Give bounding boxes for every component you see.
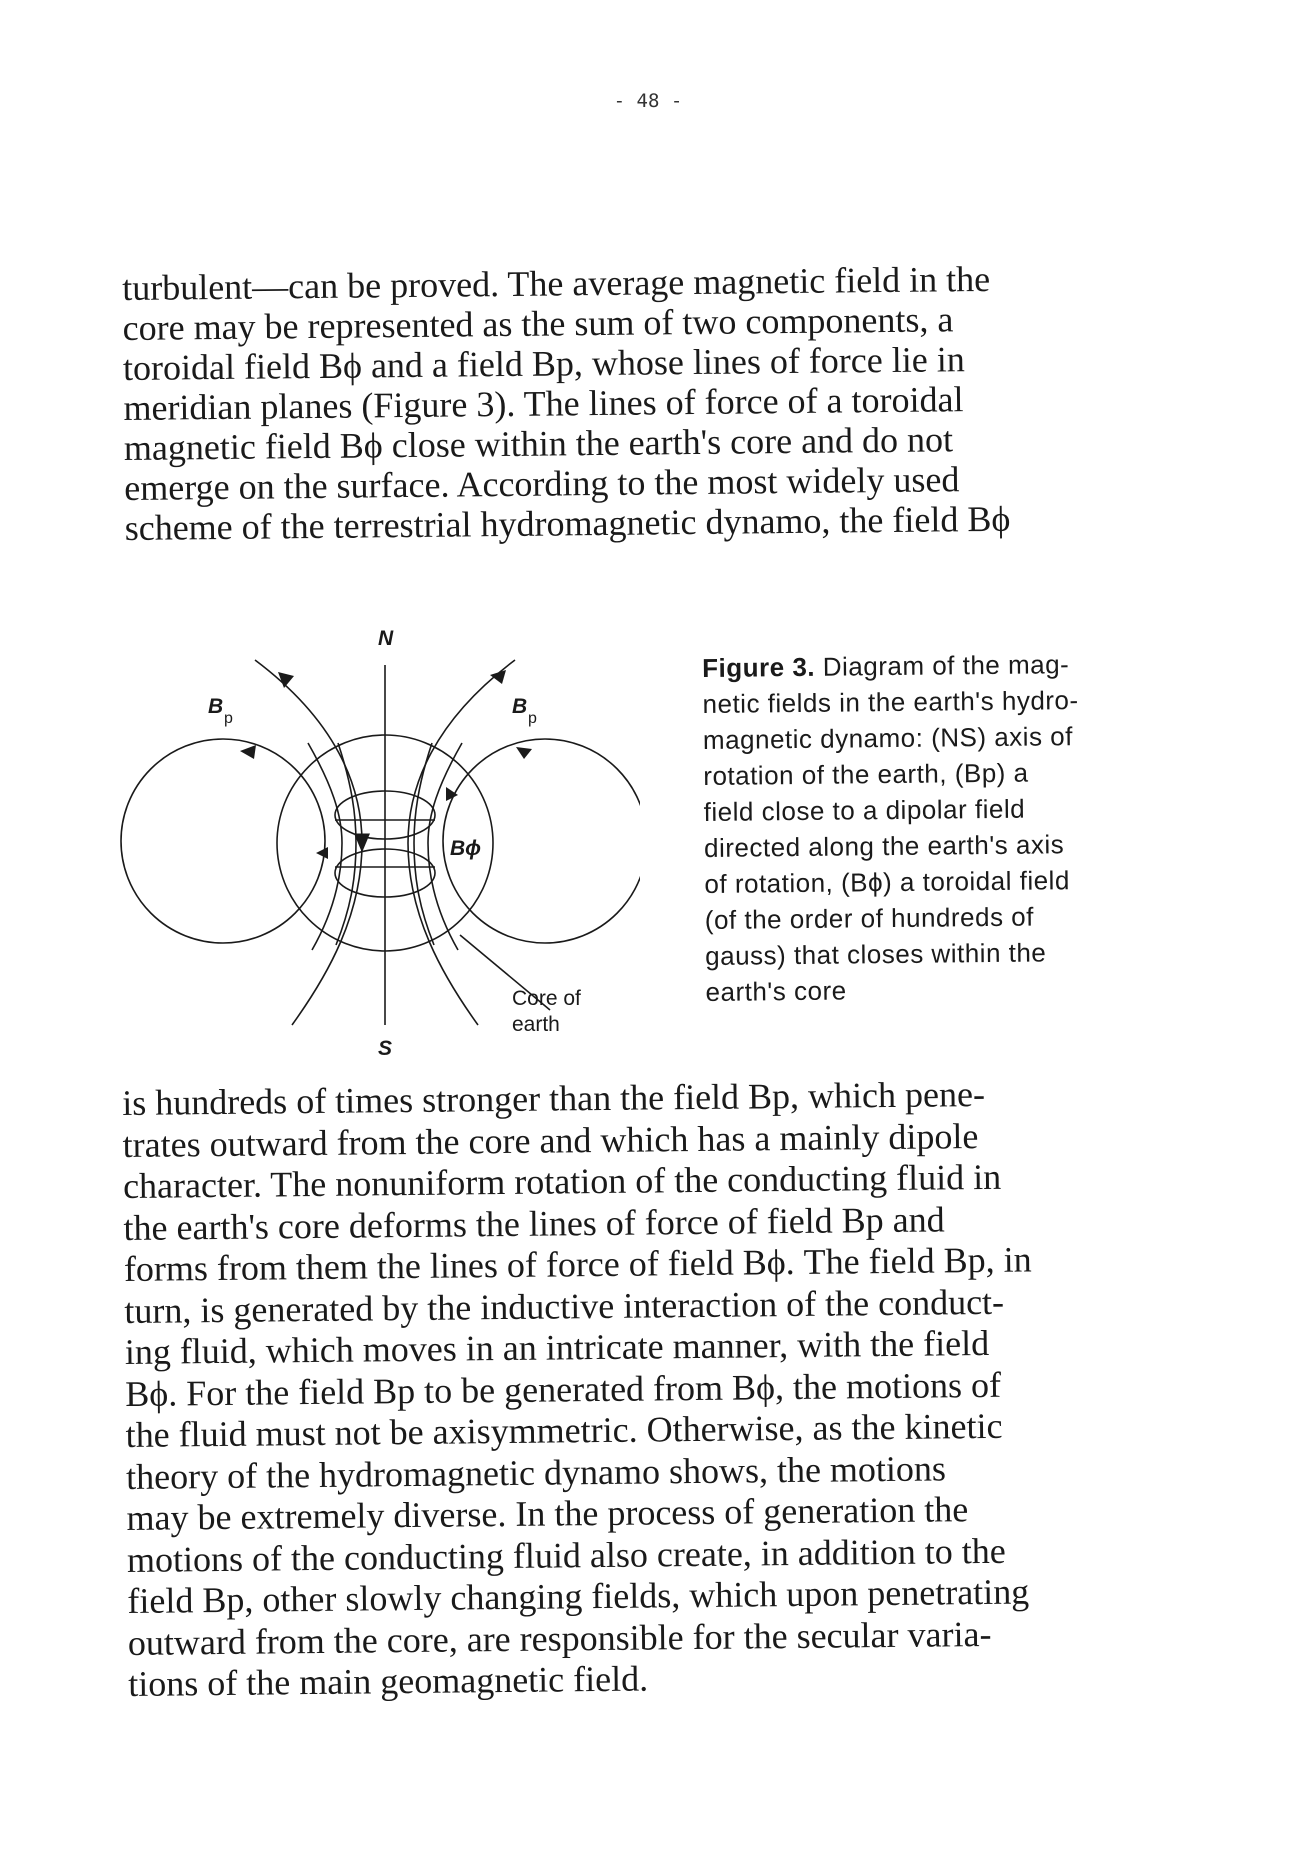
label-bp-right-sub: p — [528, 710, 537, 727]
caption-line: netic fields in the earth's hydro- — [702, 685, 1079, 719]
label-core-line1: Core of — [512, 987, 581, 1010]
arrow-icon — [240, 745, 256, 759]
caption-line: of rotation, (Bϕ) a toroidal field — [704, 865, 1070, 899]
text-line: meridian planes (Figure 3). The lines of force of a toroidal — [123, 379, 964, 428]
paragraph-top — [122, 257, 1205, 548]
text-line: magnetic field Bϕ close within the earth's core and do not — [123, 419, 954, 468]
caption-line: rotation of the earth, (Bp) a — [703, 757, 1029, 791]
text-line: emerge on the surface. According to the most widely used — [124, 459, 960, 508]
text-line: is hundreds of times stronger than the field Bp, which pene- — [122, 1073, 986, 1123]
label-b-phi: Bϕ — [450, 837, 482, 860]
text-line: the fluid must not be axisymmetric. Otherwise, as the kinetic — [125, 1405, 1003, 1455]
caption-label: Figure 3. — [702, 651, 816, 683]
text-line: core may be represented as the sum of two components, a — [122, 299, 954, 348]
text-line: motions of the conducting fluid also create, in addition to the — [126, 1530, 1006, 1580]
text-line: toroidal field Bϕ and a field Bp, whose lines of force lie in — [122, 339, 965, 388]
caption-line — [702, 645, 1182, 686]
text-line: outward from the core, are responsible for the secular varia- — [127, 1613, 992, 1663]
dynamo-diagram — [120, 615, 640, 1065]
caption-line: field close to a dipolar field — [703, 793, 1026, 827]
text-line: Bϕ. For the field Bp to be generated from Bϕ, the motions of — [125, 1364, 1002, 1414]
text-line: turn, is generated by the inductive interaction of the conduct- — [124, 1281, 1005, 1331]
text-line: theory of the hydromagnetic dynamo shows, the motions — [125, 1447, 947, 1497]
text-line: tions of the main geomagnetic field. — [128, 1658, 649, 1704]
caption-line: directed along the earth's axis — [703, 829, 1065, 863]
figure-caption — [702, 645, 1186, 1010]
bp-loop-left — [121, 739, 325, 943]
caption-line: magnetic dynamo: (NS) axis of — [702, 721, 1074, 755]
text-line: character. The nonuniform rotation of the conducting fluid in — [122, 1156, 1002, 1206]
text-line: turbulent—can be proved. The average magnetic field in the — [122, 258, 991, 308]
caption-line-text: Diagram of the mag- — [822, 649, 1070, 682]
label-core-line2: earth — [512, 1013, 560, 1036]
caption-line: gauss) that closes within the — [705, 937, 1047, 971]
arrow-icon — [316, 847, 328, 859]
label-bp-left-sub: p — [224, 710, 233, 727]
caption-line: earth's core — [705, 975, 847, 1007]
text-line: scheme of the terrestrial hydromagnetic dynamo, the field Bϕ — [124, 498, 1011, 548]
dipole-line — [336, 743, 356, 945]
text-line: may be extremely diverse. In the process of generation the — [126, 1489, 969, 1538]
page-number: - 48 - — [613, 90, 683, 112]
label-bp-right: B — [512, 695, 528, 718]
text-line: trates outward from the core and which has a mainly dipole — [122, 1115, 979, 1165]
label-bp-left: B — [208, 695, 224, 718]
label-north: N — [378, 627, 394, 650]
text-line: forms from them the lines of force of field Bϕ. The field Bp, in — [123, 1239, 1032, 1289]
label-south: S — [378, 1037, 393, 1060]
arrow-icon — [490, 670, 506, 684]
paragraph-bottom — [122, 1072, 1208, 1706]
dipole-line — [414, 743, 434, 945]
dipole-line — [255, 660, 362, 1025]
text-line: field Bp, other slowly changing fields, which upon penetrating — [127, 1571, 1030, 1621]
text-line: the earth's core deforms the lines of force of field Bp and — [123, 1198, 945, 1248]
arrow-icon — [516, 747, 532, 759]
text-line: ing fluid, which moves in an intricate manner, with the field — [124, 1322, 990, 1372]
caption-line: (of the order of hundreds of — [704, 901, 1035, 935]
